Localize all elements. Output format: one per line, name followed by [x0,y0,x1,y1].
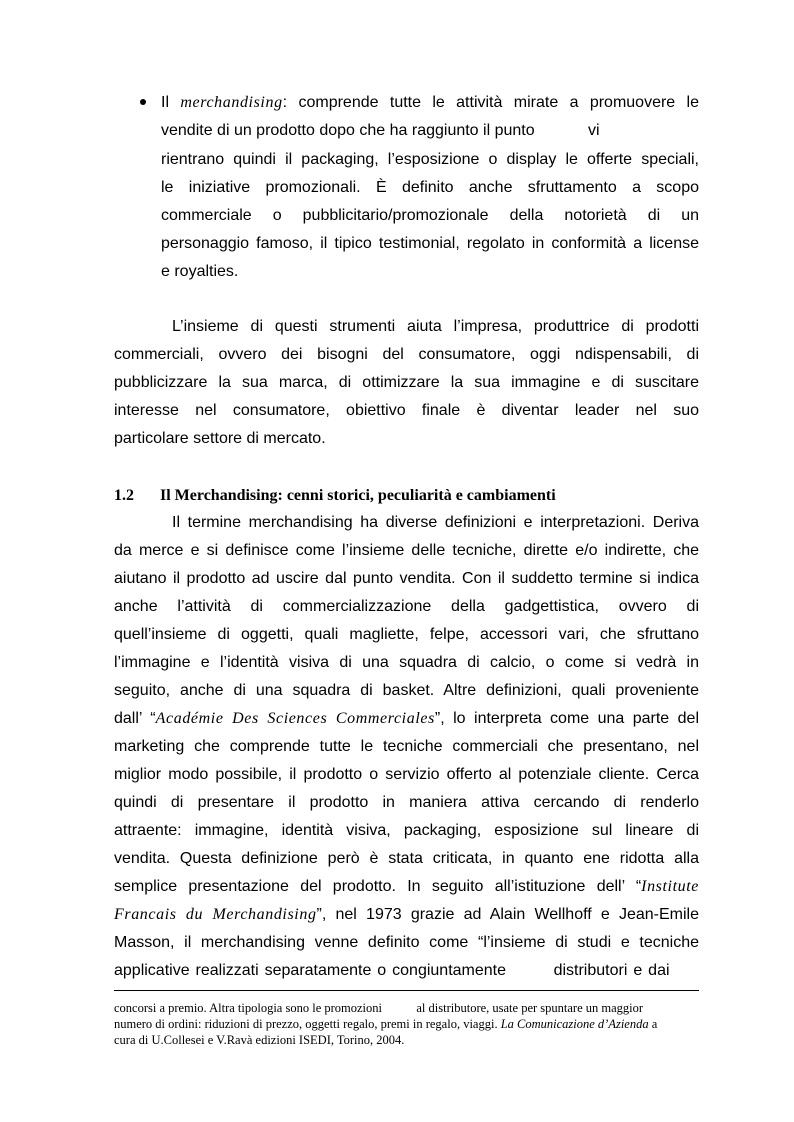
paragraph-line: quindi di presentare il prodotto in maniera attiva cercando di renderlo [114,794,699,811]
paragraph-line: Francais du Merchandising”, nel 1973 grazie ad Alain Wellhoff e Jean-Emile [114,906,699,923]
paragraph-line: da merce e si definisce come l’insieme delle tecniche, dirette e/o indirette, che [114,542,699,559]
paragraph-line: quell’insieme di oggetti, quali magliette, felpe, accessori vari, che sfruttano [114,626,699,643]
footnote-line: concorsi a premio. Altra tipologia sono le promozioni al distributore, usate per spuntare un maggior [114,1001,644,1015]
paragraph-line: attraente: immagine, identità visiva, packaging, esposizione sul lineare di [114,822,699,839]
paragraph-line: vendita. Questa definizione però è stata criticata, in quanto ene ridotta alla [114,850,699,867]
paragraph-line: Masson, il merchandising venne definito come “l’insieme di studi e tecniche [114,934,699,951]
paragraph-line: Il termine merchandising ha diverse definizioni e interpretazioni. Deriva [172,514,699,531]
paragraph-line: anche l’attività di commercializzazione della gadgettistica, ovvero di [114,598,699,615]
bullet-line: personaggio famoso, il tipico testimonial, regolato in conformità a license [161,235,699,252]
bullet-dot [140,99,146,105]
bullet-line: rientrano quindi il packaging, l’esposizione o display le offerte speciali, [161,151,699,168]
paragraph-line: L’insieme di questi strumenti aiuta l’impresa, produttrice di prodotti [172,318,699,335]
paragraph-line: commerciali, ovvero dei bisogni del consumatore, oggi ndispensabili, di [114,346,699,363]
footnote-line: numero di ordini: riduzioni di prezzo, oggetti regalo, premi in regalo, viaggi. La Comunicazione d’Azienda a [114,1017,658,1031]
bullet-line: vendite di un prodotto dopo che ha raggiunto il punto vi [161,122,600,139]
bullet-line: commerciale o pubblicitario/promozionale della notorietà di un [161,207,699,224]
paragraph-line: pubblicizzare la sua marca, di ottimizzare la sua immagine e di suscitare [114,374,699,391]
paragraph-line: aiutano il prodotto ad uscire dal punto vendita. Con il suddetto termine si indica [114,570,699,587]
paragraph-line: interesse nel consumatore, obiettivo finale è diventar leader nel suo [114,402,699,419]
bullet-line: e royalties. [161,263,239,280]
footnote-separator [114,990,699,991]
paragraph-line: seguito, anche di una squadra di basket. Altre definizioni, quali proveniente [114,682,699,699]
paragraph-line: miglior modo possibile, il prodotto o servizio offerto al potenziale cliente. Cerca [114,766,699,783]
paragraph-line: applicative realizzati separatamente o congiuntamente distributori e dai [114,962,670,979]
paragraph-line: l’immagine e l’identità visiva di una squadra di calcio, o come si vedrà in [114,654,699,671]
paragraph-line: particolare settore di mercato. [114,430,326,447]
bullet-line: le iniziative promozionali. È definito anche sfruttamento a scopo [161,179,699,196]
footnote-line: cura di U.Collesei e V.Ravà edizioni ISEDI, Torino, 2004. [114,1033,405,1047]
section-number: 1.2 [114,487,134,504]
section-title: Il Merchandising: cenni storici, peculiarità e cambiamenti [160,487,556,504]
paragraph-line: marketing che comprende tutte le tecniche commerciali che presentano, nel [114,738,699,755]
paragraph-line: dall’ “Académie Des Sciences Commerciales”, lo interpreta come una parte del [114,710,700,727]
paragraph-line: semplice presentazione del prodotto. In seguito all’istituzione dell’ “Institute [114,878,699,895]
bullet-line: Il merchandising: comprende tutte le attività mirate a promuovere le [161,94,699,111]
section-heading [114,486,556,506]
